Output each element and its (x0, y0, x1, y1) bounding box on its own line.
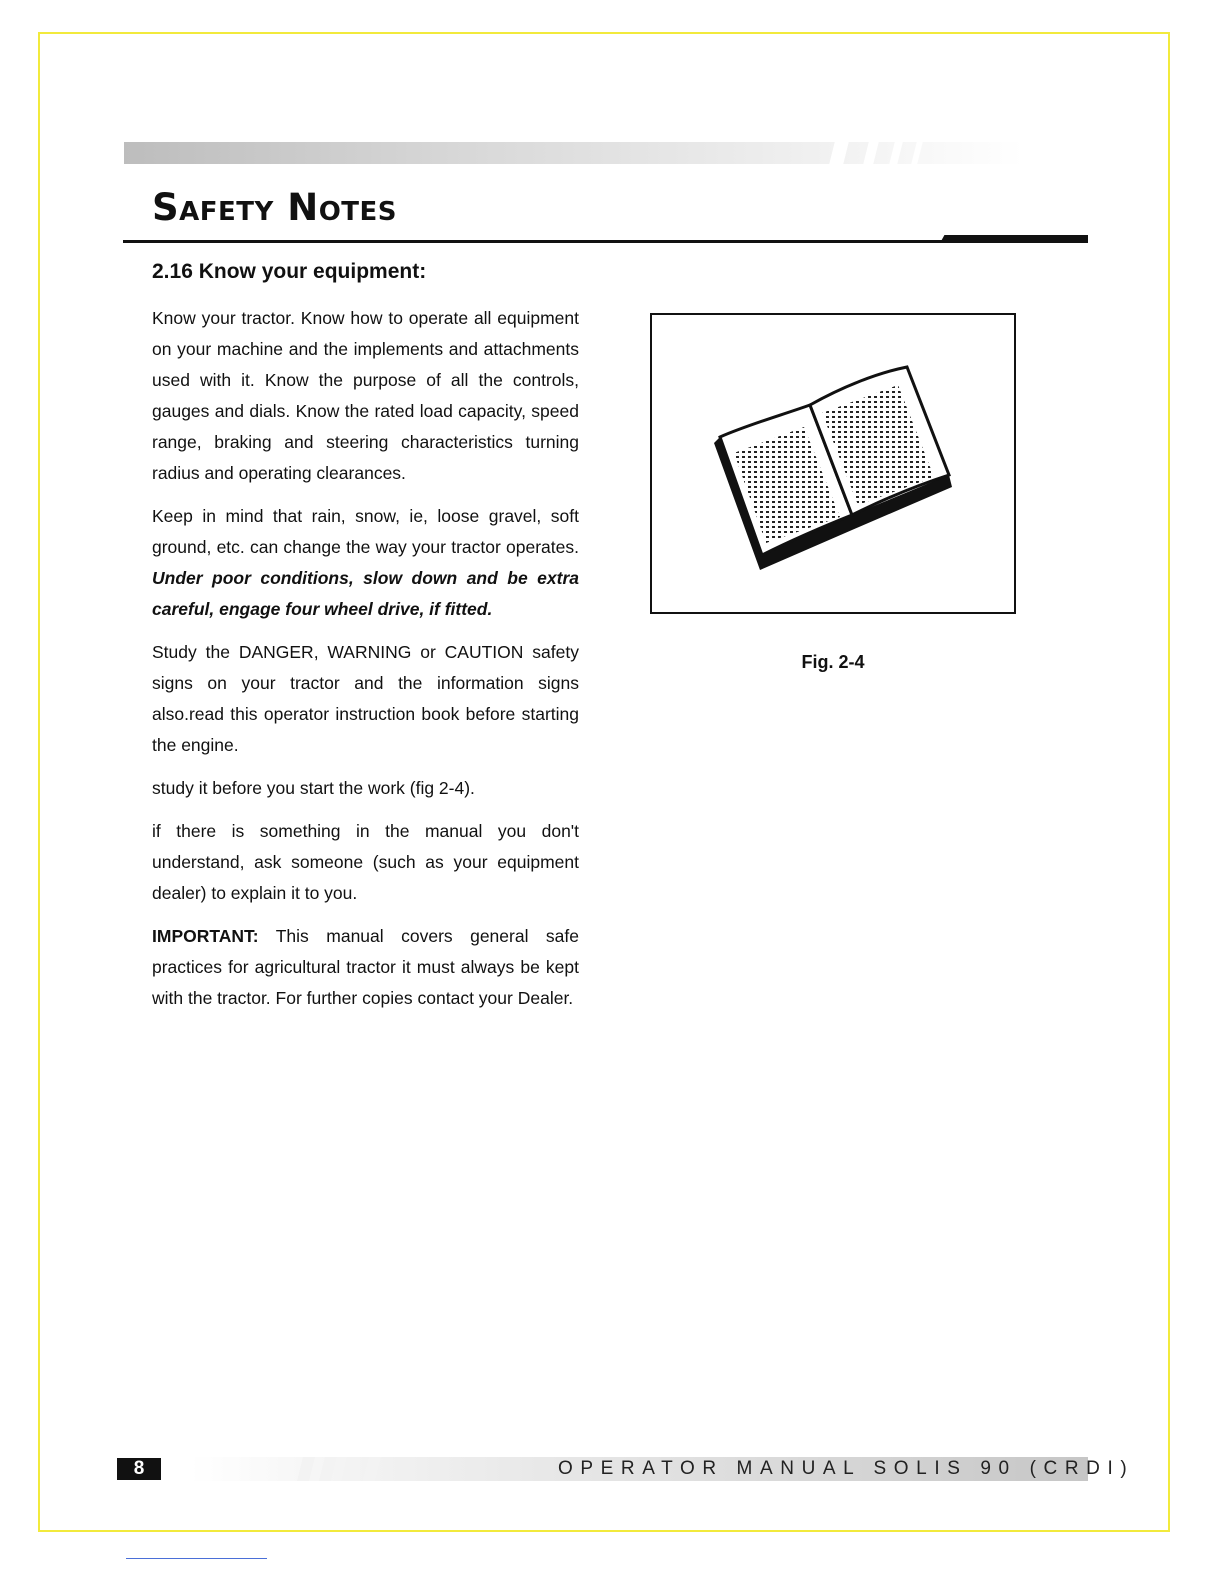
important-label: IMPORTANT: (152, 926, 259, 946)
important-text: This manual covers general safe practices for agricultural tractor it must always be kept with the tractor. For further copies contact your Dealer. (152, 926, 579, 1008)
paragraph-study-before: study it before you start the work (fig 2-4). (152, 778, 475, 798)
body-text-column (152, 303, 579, 1026)
paragraph-conditions (152, 501, 579, 625)
page-title: Safety Notes (152, 186, 398, 229)
conditions-emphasis: Under poor conditions, slow down and be extra careful, engage four wheel drive, if fitted. (152, 568, 579, 619)
conditions-text: Keep in mind that rain, snow, ie, loose gravel, soft ground, etc. can change the way your tractor operates. (152, 506, 579, 557)
paragraph-ask-dealer: if there is something in the manual you don't understand, ask someone (such as your equipment dealer) to explain it to you. (152, 821, 579, 903)
manual-title: OPERATOR MANUAL SOLIS 90 (CRDI) (558, 1458, 1135, 1479)
open-book-icon (652, 315, 1014, 612)
subsection-heading: 2.16 Know your equipment: (152, 260, 427, 283)
paragraph-safety-signs: Study the DANGER, WARNING or CAUTION safety signs on your tractor and the information signs also.read this operator instruction book before starting the engine. (152, 642, 579, 755)
page-number: 8 (117, 1458, 161, 1480)
paragraph-know-tractor: Know your tractor. Know how to operate all equipment on your machine and the implements and attachments used with it. Know the purpose of all the controls, gauges and dials. Know the rated load capacity, speed range, braking and steering characteristics turning radius and operating clearances. (152, 308, 579, 483)
figure-caption: Fig. 2-4 (801, 652, 865, 672)
title-rule-accent (940, 235, 1088, 243)
paragraph-important (152, 921, 579, 1014)
figure-frame (650, 313, 1016, 614)
bottom-link-underline (126, 1558, 267, 1559)
